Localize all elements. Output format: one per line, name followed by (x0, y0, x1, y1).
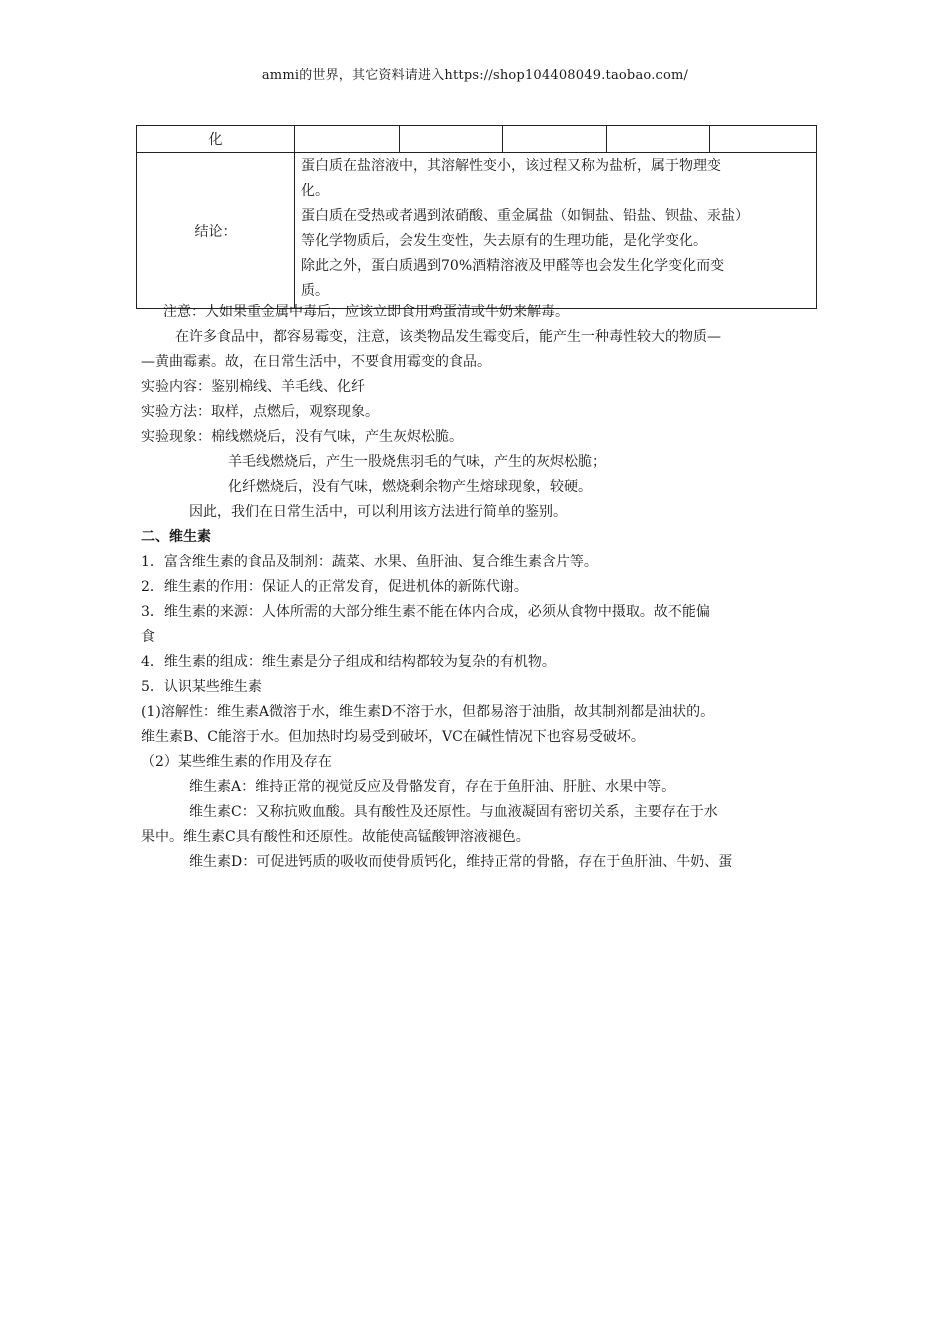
conclusion-text (295, 153, 817, 309)
solubility-line: (1)溶解性：维生素A微溶于水，维生素D不溶于水，但都易溶于油脂，故其制剂都是油状的。 (141, 704, 715, 720)
list-item: 1．富含维生素的食品及制剂：蔬菜、水果、鱼肝油、复合维生素含片等。 (141, 554, 598, 570)
table-row (137, 153, 817, 309)
page-header: ammi的世界，其它资料请进入https://shop104408049.taobao.com/ (261, 68, 689, 83)
table-cell (710, 126, 817, 153)
list-item: 4．维生素的组成：维生素是分子组成和结构都较为复杂的有机物。 (141, 654, 556, 670)
table-cell (607, 126, 710, 153)
wool-observation: 羊毛线燃烧后，产生一股烧焦羽毛的气味，产生的灰烬松脆； (228, 454, 606, 470)
list-item-continuation: 食 (141, 629, 155, 645)
conclusion-line: 蛋白质在盐溶液中，其溶解性变小，该过程又称为盐析，属于物理变 (301, 158, 721, 174)
conclusion-line: 质。 (301, 283, 329, 299)
therefore-paragraph: 因此，我们在日常生活中，可以利用该方法进行简单的鉴别。 (189, 504, 567, 520)
experiment-content: 实验内容：鉴别棉线、羊毛线、化纤 (141, 379, 365, 395)
conclusion-line: 化。 (301, 183, 329, 199)
solubility-line: 维生素B、C能溶于水。但加热时均易受到破坏，VC在碱性情况下也容易受破坏。 (141, 729, 645, 745)
conclusion-line: 除此之外，蛋白质遇到70%酒精溶液及甲醛等也会发生化学变化而变 (301, 258, 725, 274)
conclusion-line: 等化学物质后，会发生变性，失去原有的生理功能，是化学变化。 (301, 233, 707, 249)
list-item: 2．维生素的作用：保证人的正常发育，促进机体的新陈代谢。 (141, 579, 528, 595)
list-item: 3．维生素的来源：人体所需的大部分维生素不能在体内合成，必须从食物中摄取。故不能偏 (141, 604, 710, 620)
mold-paragraph-line: —黄曲霉素。故，在日常生活中，不要食用霉变的食品。 (141, 354, 491, 370)
list-item: 5．认识某些维生素 (141, 679, 262, 695)
fiber-observation: 化纤燃烧后，没有气味，燃烧剩余物产生熔球现象，较硬。 (228, 479, 592, 495)
vitamin-c-paragraph: 维生素C：又称抗败血酸。具有酸性及还原性。与血液凝固有密切关系，主要存在于水 (189, 804, 718, 820)
conclusion-table (136, 125, 817, 309)
row-label: 化 (137, 126, 295, 153)
note-paragraph: 注意：人如果重金属中毒后，应该立即食用鸡蛋清或牛奶来解毒。 (163, 304, 569, 320)
conclusion-line: 蛋白质在受热或者遇到浓硝酸、重金属盐（如铜盐、铅盐、钡盐、汞盐） (301, 208, 749, 224)
vitamin-c-paragraph-continuation: 果中。维生素C具有酸性和还原性。故能使高锰酸钾溶液褪色。 (141, 829, 530, 845)
experiment-phenomenon: 实验现象：棉线燃烧后，没有气味，产生灰烬松脆。 (141, 429, 463, 445)
document-body (141, 300, 831, 875)
vitamin-a-paragraph: 维生素A：维持正常的视觉反应及骨骼发育，存在于鱼肝油、肝脏、水果中等。 (189, 779, 676, 795)
vitamin-d-paragraph: 维生素D：可促进钙质的吸收而使骨质钙化，维持正常的骨骼，存在于鱼肝油、牛奶、蛋 (189, 854, 733, 870)
section-title: 二、维生素 (141, 529, 211, 545)
table-cell (503, 126, 607, 153)
conclusion-label: 结论： (137, 153, 295, 309)
table-cell (400, 126, 503, 153)
table-cell (295, 126, 400, 153)
table-row (137, 126, 817, 153)
subsection-title: （2）某些维生素的作用及存在 (141, 754, 332, 770)
experiment-method: 实验方法：取样，点燃后，观察现象。 (141, 404, 379, 420)
mold-paragraph-line: 在许多食品中，都容易霉变，注意，该类物品发生霉变后，能产生一种毒性较大的物质— (175, 329, 721, 345)
